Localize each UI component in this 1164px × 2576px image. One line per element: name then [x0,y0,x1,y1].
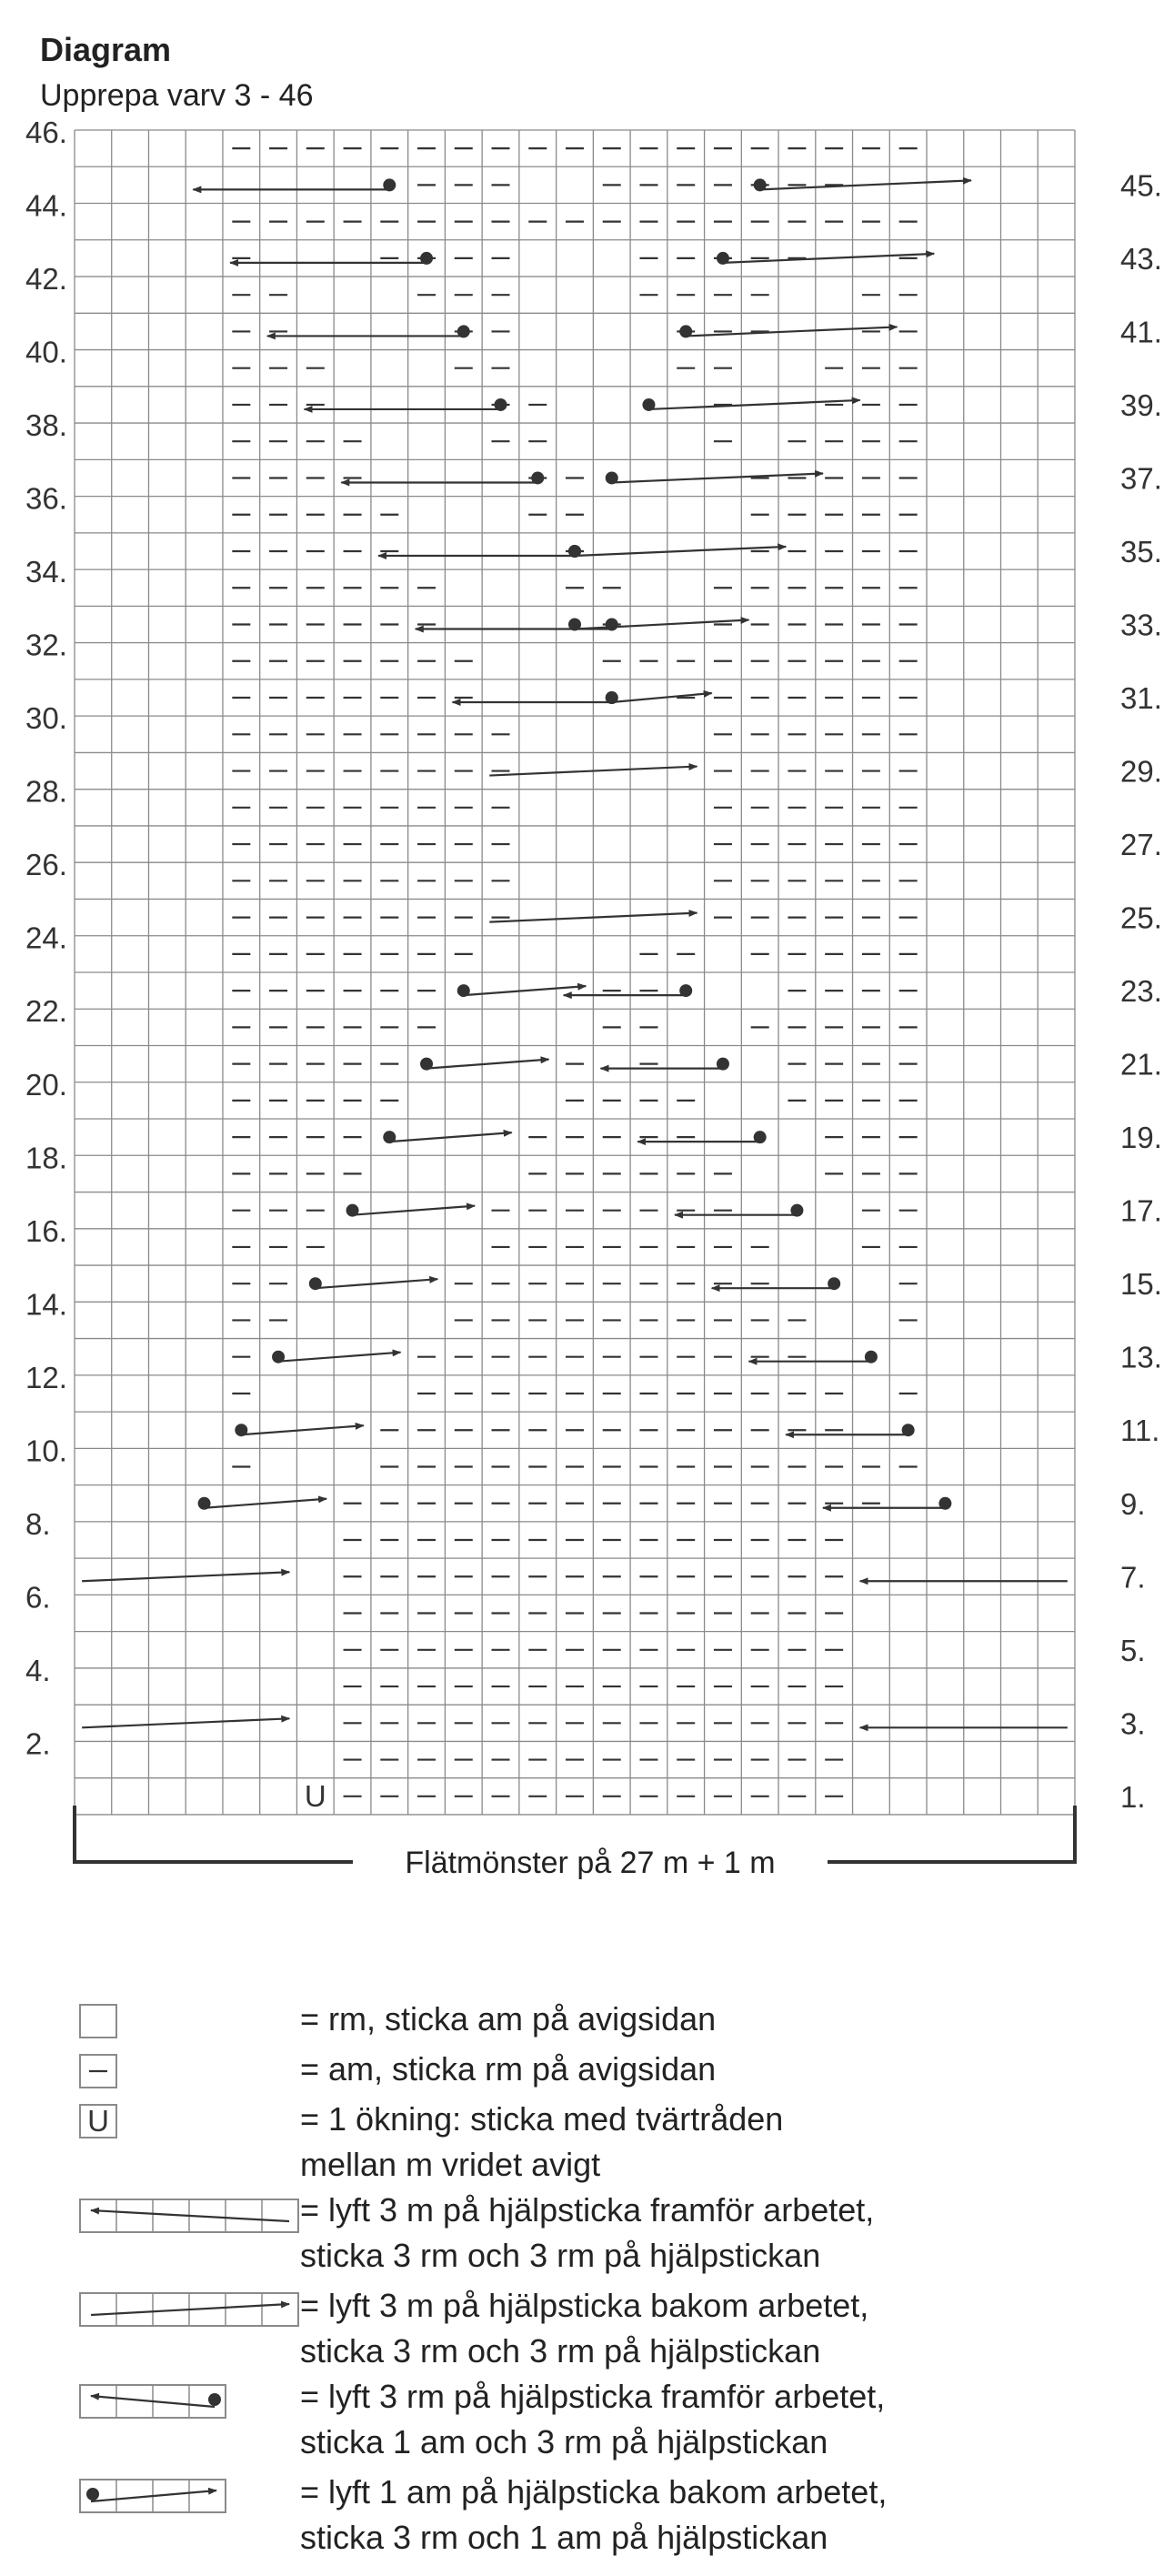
legend-increase-mark: U [87,2104,109,2138]
row-label-left: 20. [25,1067,67,1102]
legend-text-cross-front: = lyft 3 rm på hjälpsticka framför arbetet, [300,2378,886,2415]
row-label-left: 4. [25,1653,51,1687]
row-label-right: 1. [1120,1779,1146,1814]
purl-dot [938,1497,951,1510]
legend-text-cable-back-cont: sticka 3 rm och 3 rm på hjälpstickan [300,2332,821,2370]
row-label-left: 42. [25,262,67,297]
purl-dot [606,619,618,631]
row-label-right: 45. [1120,168,1162,203]
purl-dot [902,1424,915,1436]
purl-dot [457,325,470,337]
row-label-right: 17. [1120,1193,1162,1228]
row-label-right: 19. [1120,1121,1162,1155]
row-label-left: 18. [25,1141,67,1175]
legend-cross-back-dot [86,2488,99,2501]
row-label-left: 30. [25,701,67,736]
row-label-left: 40. [25,335,67,369]
purl-dot [754,178,767,191]
legend-cable-back-arrow [91,2304,289,2315]
chart-title: Diagram [40,31,172,68]
legend-cross-front-dot [208,2393,221,2406]
legend-text-cross-back: = lyft 1 am på hjälpsticka bakom arbetet, [300,2473,888,2511]
row-label-right: 33. [1120,608,1162,642]
row-label-left: 6. [25,1580,51,1615]
row-label-left: 46. [25,116,67,149]
purl-dot [531,471,544,484]
legend-cross-back-arrow [91,2490,216,2501]
row-label-left: 38. [25,408,67,443]
purl-dot [865,1351,878,1363]
purl-dot [606,471,618,484]
purl-dot [828,1277,840,1290]
row-label-left: 32. [25,628,67,662]
legend-text-purl: = am, sticka rm på avigsidan [300,2050,717,2088]
row-label-left: 10. [25,1434,67,1468]
row-label-right: 35. [1120,534,1162,569]
purl-dot [272,1351,285,1363]
purl-dot [679,325,692,337]
row-label-right: 25. [1120,901,1162,935]
legend-text-cross-back-cont: sticka 3 rm och 1 am på hjälpstickan [300,2519,828,2556]
row-label-left: 44. [25,188,67,223]
repeat-bracket-left [75,1806,353,1862]
purl-dot [606,691,618,704]
row-label-right: 39. [1120,387,1162,422]
purl-dot [679,984,692,997]
legend-text-increase: = 1 ökning: sticka med tvärtråden [300,2100,784,2138]
row-label-right: 37. [1120,461,1162,496]
row-label-left: 24. [25,921,67,955]
row-label-left: 34. [25,555,67,589]
cable-arrow [612,693,712,702]
purl-dot [235,1424,247,1436]
row-label-right: 9. [1120,1486,1146,1521]
row-label-right: 27. [1120,828,1162,862]
purl-dot [495,398,507,411]
row-label-right: 23. [1120,974,1162,1009]
legend-text-cable-back: = lyft 3 m på hjälpsticka bakom arbetet, [300,2287,869,2324]
row-label-left: 12. [25,1360,67,1394]
legend-text-cable-front-cont: sticka 3 rm och 3 rm på hjälpstickan [300,2237,821,2274]
row-label-right: 5. [1120,1633,1146,1667]
purl-dot [568,545,581,558]
row-label-left: 16. [25,1213,67,1248]
legend-text-increase-cont: mellan m vridet avigt [300,2146,601,2183]
row-label-left: 22. [25,994,67,1029]
purl-dot [198,1497,211,1510]
purl-dot [309,1277,322,1290]
row-label-left: 26. [25,848,67,882]
row-label-left: 28. [25,774,67,809]
row-label-right: 43. [1120,241,1162,276]
purl-dot [568,619,581,631]
row-label-left: 36. [25,481,67,516]
purl-dot [383,178,396,191]
legend-symbol-knit [80,2005,116,2038]
row-label-right: 21. [1120,1047,1162,1082]
row-label-right: 41. [1120,315,1162,349]
row-label-left: 2. [25,1726,51,1761]
purl-dot [754,1131,767,1143]
purl-dot [420,252,433,265]
purl-dot [346,1204,359,1217]
increase-mark: U [304,1778,326,1813]
purl-dot [717,1058,729,1071]
purl-dot [457,984,470,997]
purl-dot [420,1058,433,1071]
purl-dot [642,398,655,411]
purl-dot [383,1131,396,1143]
legend-text-cable-front: = lyft 3 m på hjälpsticka framför arbetet, [300,2191,875,2229]
row-label-right: 11. [1120,1414,1160,1448]
row-label-right: 7. [1120,1560,1146,1595]
purl-dot [717,252,729,265]
purl-dot [790,1204,803,1217]
chart-subtitle: Upprepa varv 3 - 46 [40,78,314,113]
row-label-left: 8. [25,1506,51,1541]
row-label-left: 14. [25,1287,67,1322]
row-label-right: 15. [1120,1267,1162,1302]
row-label-right: 31. [1120,681,1162,716]
legend-text-cross-front-cont: sticka 1 am och 3 rm på hjälpstickan [300,2423,828,2460]
legend-text-knit: = rm, sticka am på avigsidan [300,2000,717,2038]
repeat-caption: Flätmönster på 27 m + 1 m [405,1846,776,1880]
legend-cable-front-arrow [91,2210,289,2221]
row-label-right: 13. [1120,1340,1162,1374]
row-label-right: 3. [1120,1706,1146,1741]
row-label-right: 29. [1120,754,1162,789]
